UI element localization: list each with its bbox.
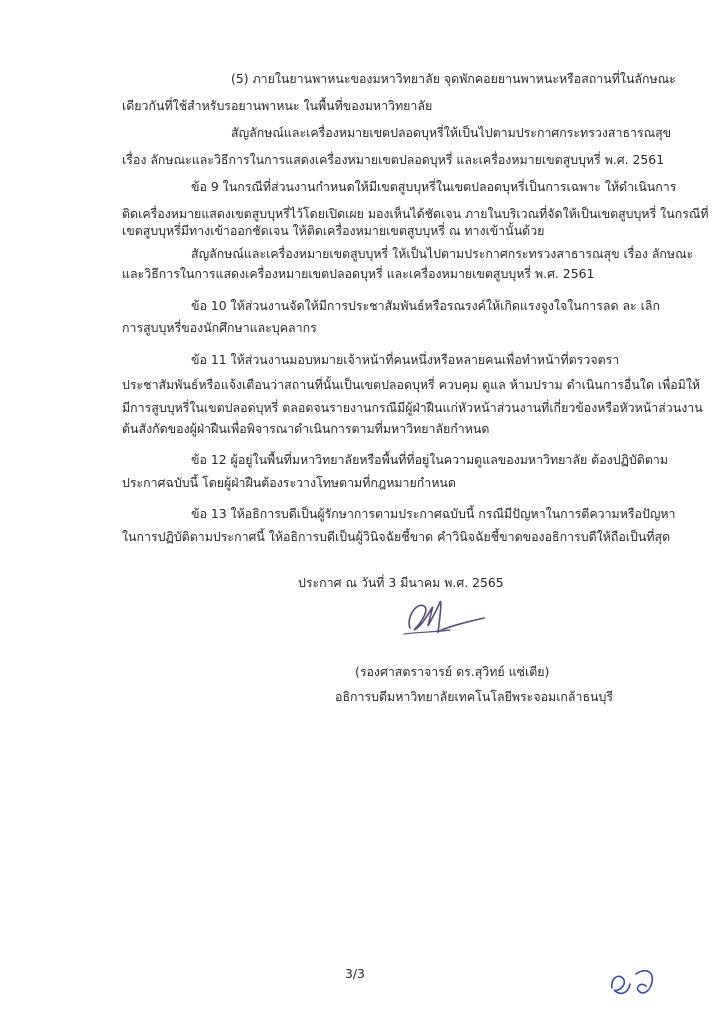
clause-9-line-1: ข้อ 9 ในกรณีที่ส่วนงานกำหนดให้มีเขตสูบบุหรี่ในเขตปลอดบุหรี่เป็นการเฉพาะ ให้ดำเนินการ xyxy=(191,179,677,194)
item-5-line-2: เดียวกันที่ใช้สำหรับรอยานพาหนะ ในพื้นที่ของมหาวิทยาลัย xyxy=(122,98,433,113)
page-number: 3/3 xyxy=(345,966,365,981)
clause-10-line-1: ข้อ 10 ให้ส่วนงานจัดให้มีการประชาสัมพันธ์หรือรณรงค์ให้เกิดแรงจูงใจในการลด ละ เลิก xyxy=(191,298,660,313)
clause-12-line-1: ข้อ 12 ผู้อยู่ในพื้นที่มหาวิทยาลัยหรือพื้นที่ที่อยู่ในความดูแลของมหาวิทยาลัย ต้องปฏิบัติตาม xyxy=(191,452,668,467)
clause-13-line-1: ข้อ 13 ให้อธิการบดีเป็นผู้รักษาการตามประกาศฉบับนี้ กรณีมีปัญหาในการตีความหรือปัญหา xyxy=(191,506,676,521)
item-5-line-1: (5) ภายในยานพาหนะของมหาวิทยาลัย จุดพักคอยยานพาหนะหรือสถานที่ในลักษณะ xyxy=(231,71,676,86)
initials-image xyxy=(606,960,664,1004)
symbol-note-2-line-2: และวิธีการในการแสดงเครื่องหมายเขตปลอดบุหรี่ และเครื่องหมายเขตสูบบุหรี่ พ.ศ. 2561 xyxy=(122,266,595,281)
symbol-note-1-line-1: สัญลักษณ์และเครื่องหมายเขตปลอดบุหรี่ให้เป็นไปตามประกาศกระทรวงสาธารณสุข xyxy=(231,125,672,140)
signer-title: อธิการบดีมหาวิทยาลัยเทคโนโลยีพระจอมเกล้าธนบุรี xyxy=(335,689,614,704)
clause-10-line-2: การสูบบุหรี่ของนักศึกษาและบุคลากร xyxy=(122,320,317,335)
symbol-note-1-line-2: เรื่อง ลักษณะและวิธีการในการแสดงเครื่องหมายเขตปลอดบุหรี่ และเครื่องหมายเขตสูบบุหรี่ พ.ศ. 2561 xyxy=(122,152,665,167)
clause-12-line-2: ประกาศฉบับนี้ โดยผู้ฝ่าฝืนต้องระวางโทษตามที่กฎหมายกำหนด xyxy=(122,475,456,490)
clause-9-line-3: เขตสูบบุหรี่มีทางเข้าออกชัดเจน ให้ติดเครื่องหมายเขตสูบบุหรี่ ณ ทางเข้านั้นด้วย xyxy=(122,223,545,238)
symbol-note-2-line-1: สัญลักษณ์และเครื่องหมายเขตสูบบุหรี่ ให้เป็นไปตามประกาศกระทรวงสาธารณสุข เรื่อง ลักษณะ xyxy=(191,246,694,261)
clause-9-line-2: ติดเครื่องหมายแสดงเขตสูบบุหรี่ไว้โดยเปิดเผย มองเห็นได้ชัดเจน ภายในบริเวณที่จัดให้เป็นเขตสูบบุหรี่ ในกรณีที่ xyxy=(122,206,709,221)
announcement-date: ประกาศ ณ วันที่ 3 มีนาคม พ.ศ. 2565 xyxy=(298,575,504,590)
signature-image xyxy=(398,588,488,648)
clause-13-line-2: ในการปฏิบัติตามประกาศนี้ ให้อธิการบดีเป็นผู้วินิจฉัยชี้ขาด คำวินิจฉัยชี้ขาดของอธิการบดีให้ถือเป็นที่สุด xyxy=(122,529,671,544)
clause-11-line-2: ประชาสัมพันธ์หรือแจ้งเตือนว่าสถานที่นั้นเป็นเขตปลอดบุหรี่ ควบคุม ดูแล ห้ามปราม ดำเนินการอื่นใด เพื่อมิให้ xyxy=(122,377,701,392)
clause-11-line-4: ต้นสังกัดของผู้ฝ่าฝืนเพื่อพิจารณาดำเนินการตามที่มหาวิทยาลัยกำหนด xyxy=(122,421,490,436)
clause-11-line-3: มีการสูบบุหรี่ในเขตปลอดบุหรี่ ตลอดจนรายงานกรณีมีผู้ฝ่าฝืนแก่หัวหน้าส่วนงานที่เกี่ยวข้องหรือหัวหน้าส่วนงาน xyxy=(122,400,703,415)
clause-11-line-1: ข้อ 11 ให้ส่วนงานมอบหมายเจ้าหน้าที่คนหนึ่งหรือหลายคนเพื่อทำหน้าที่ตรวจตรา xyxy=(191,352,620,367)
signer-name: (รองศาสตราจารย์ ดร.สุวิทย์ แซ่เตีย) xyxy=(355,664,550,679)
